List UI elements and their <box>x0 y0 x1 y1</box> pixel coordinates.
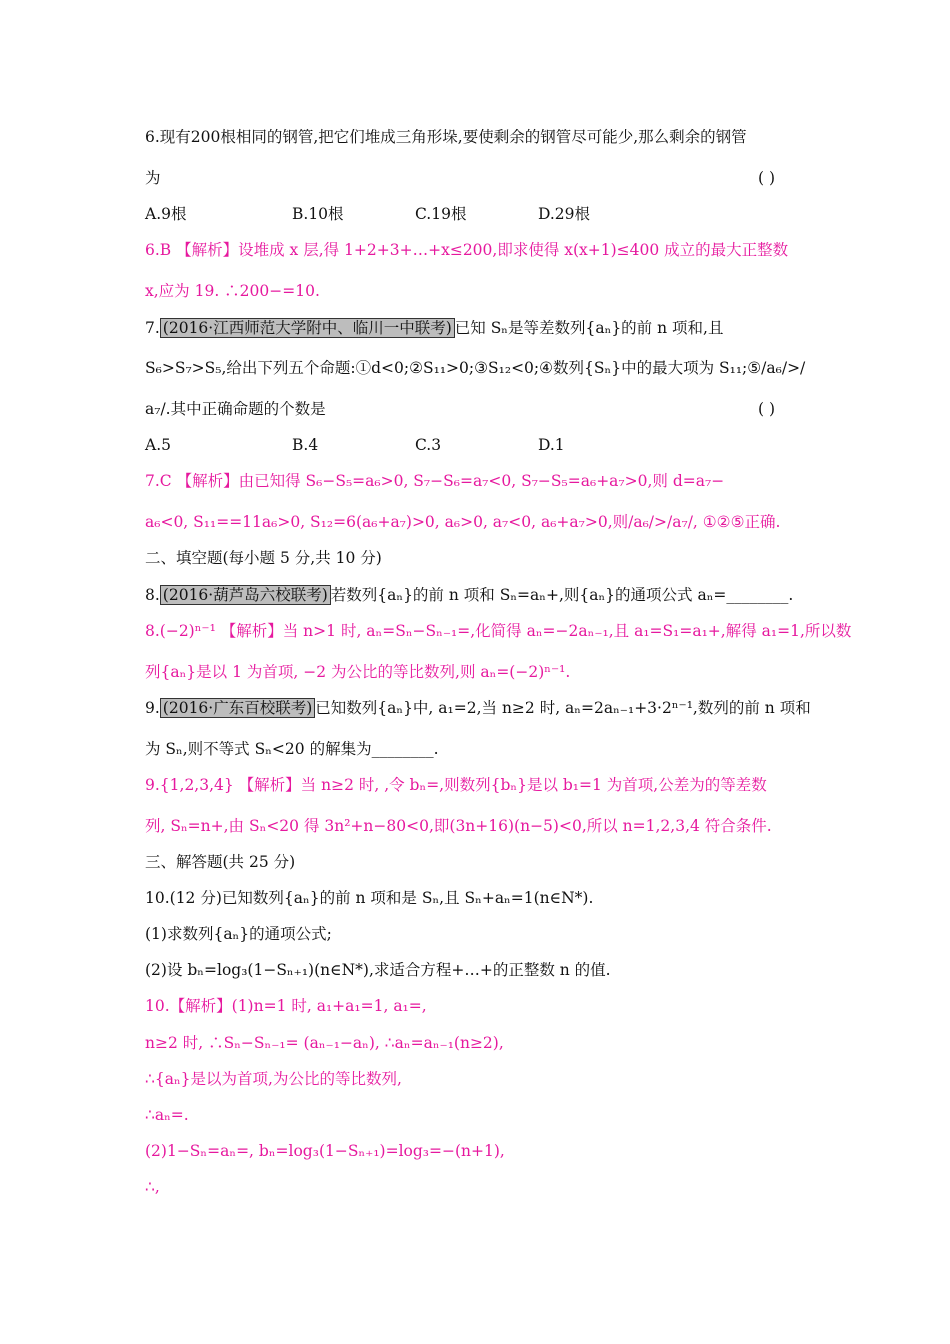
q10-solution-line5: (2)1−Sₙ=aₙ=, bₙ=log₃(1−Sₙ₊₁)=log₃=−(n+1), <box>145 1142 505 1160</box>
q7-option-c: C.3 <box>415 436 442 454</box>
section2-heading: 二、填空题(每小题 5 分,共 10 分) <box>145 549 382 567</box>
q6-solution-line1: 6.B 【解析】设堆成 x 层,得 1+2+3+…+x≤200,即求使得 x(x+1)≤400 成立的最大正整数 <box>145 241 789 259</box>
q6-stem-line1: 6.现有200根相同的钢管,把它们堆成三角形垛,要使剩余的钢管尽可能少,那么剩余的钢管 <box>145 128 747 146</box>
q8-stem-text: 若数列{aₙ}的前 n 项和 Sₙ=aₙ+,则{aₙ}的通项公式 aₙ=________. <box>330 586 794 604</box>
q8-source-tag: (2016·葫芦岛六校联考) <box>160 585 331 605</box>
q10-part2: (2)设 bₙ=log₃(1−Sₙ₊₁)(n∈N*),求适合方程+…+的正整数 n 的值. <box>145 961 611 979</box>
q7-source-tag: (2016·江西师范大学附中、临川一中联考) <box>160 318 455 338</box>
section3-heading: 三、解答题(共 25 分) <box>145 853 296 871</box>
q9-solution-line1: 9.{1,2,3,4} 【解析】当 n≥2 时, ,令 bₙ=,则数列{bₙ}是以 b₁=1 为首项,公差为的等差数 <box>145 776 767 794</box>
q6-stem-line2: 为 <box>145 169 161 187</box>
q8-solution-line2: 列{aₙ}是以 1 为首项, −2 为公比的等比数列,则 aₙ=(−2)ⁿ⁻¹. <box>145 663 571 681</box>
q7-solution-line2: a₆<0, S₁₁==11a₆>0, S₁₂=6(a₆+a₇)>0, a₆>0, a₇<0, a₆+a₇>0,则/a₆/>/a₇/, ①②⑤正确. <box>145 513 781 531</box>
q7-answer-paren: ( ) <box>758 400 776 418</box>
q6-answer-paren: ( ) <box>758 169 776 187</box>
q8-number: 8. <box>145 586 160 604</box>
q8-solution-line1: 8.(−2)ⁿ⁻¹ 【解析】当 n>1 时, aₙ=Sₙ−Sₙ₋₁=,化简得 aₙ=−2aₙ₋₁,且 a₁=S₁=a₁+,解得 a₁=1,所以数 <box>145 622 852 640</box>
q9-stem-text: 已知数列{aₙ}中, a₁=2,当 n≥2 时, aₙ=2aₙ₋₁+3·2ⁿ⁻¹,数列的前 n 项和 <box>315 699 811 717</box>
q9-stem-line2: 为 Sₙ,则不等式 Sₙ<20 的解集为________. <box>145 740 439 758</box>
q9-solution-line2: 列, Sₙ=n+,由 Sₙ<20 得 3n²+n−80<0,即(3n+16)(n−5)<0,所以 n=1,2,3,4 符合条件. <box>145 817 772 835</box>
q10-solution-line6: ∴, <box>145 1178 160 1196</box>
q9-source-tag: (2016·广东百校联考) <box>160 698 315 718</box>
q7-stem-line2: S₆>S₇>S₅,给出下列五个命题:①d<0;②S₁₁>0;③S₁₂<0;④数列{Sₙ}中的最大项为 S₁₁;⑤/a₆/>/ <box>145 359 806 377</box>
q7-number: 7. <box>145 319 160 337</box>
q7-stem-line3: a₇/.其中正确命题的个数是 <box>145 400 326 418</box>
q10-part1: (1)求数列{aₙ}的通项公式; <box>145 925 332 943</box>
q6-option-c: C.19根 <box>415 205 467 223</box>
q7-option-b: B.4 <box>292 436 319 454</box>
q6-option-b: B.10根 <box>292 205 344 223</box>
q6-option-d: D.29根 <box>538 205 591 223</box>
q10-solution-line1: 10.【解析】(1)n=1 时, a₁+a₁=1, a₁=, <box>145 997 427 1015</box>
q7-stem-text: 已知 Sₙ是等差数列{aₙ}的前 n 项和,且 <box>454 319 724 337</box>
q8-stem-line <box>145 584 793 606</box>
q10-solution-line3: ∴{aₙ}是以为首项,为公比的等比数列, <box>145 1070 402 1088</box>
q7-stem-line1 <box>145 317 723 339</box>
q7-solution-line1: 7.C 【解析】由已知得 S₆−S₅=a₆>0, S₇−S₆=a₇<0, S₇−S₅=a₆+a₇>0,则 d=a₇− <box>145 472 725 490</box>
q6-solution-line2: x,应为 19. ∴200−=10. <box>145 282 320 300</box>
q7-option-a: A.5 <box>145 436 171 454</box>
q10-solution-line2: n≥2 时, ∴Sₙ−Sₙ₋₁= (aₙ₋₁−aₙ), ∴aₙ=aₙ₋₁(n≥2), <box>145 1034 504 1052</box>
q7-option-d: D.1 <box>538 436 565 454</box>
q10-stem: 10.(12 分)已知数列{aₙ}的前 n 项和是 Sₙ,且 Sₙ+aₙ=1(n∈N*). <box>145 889 594 907</box>
q10-solution-line4: ∴aₙ=. <box>145 1106 189 1124</box>
q9-stem-line1 <box>145 697 811 719</box>
q9-number: 9. <box>145 699 160 717</box>
q6-option-a: A.9根 <box>145 205 187 223</box>
